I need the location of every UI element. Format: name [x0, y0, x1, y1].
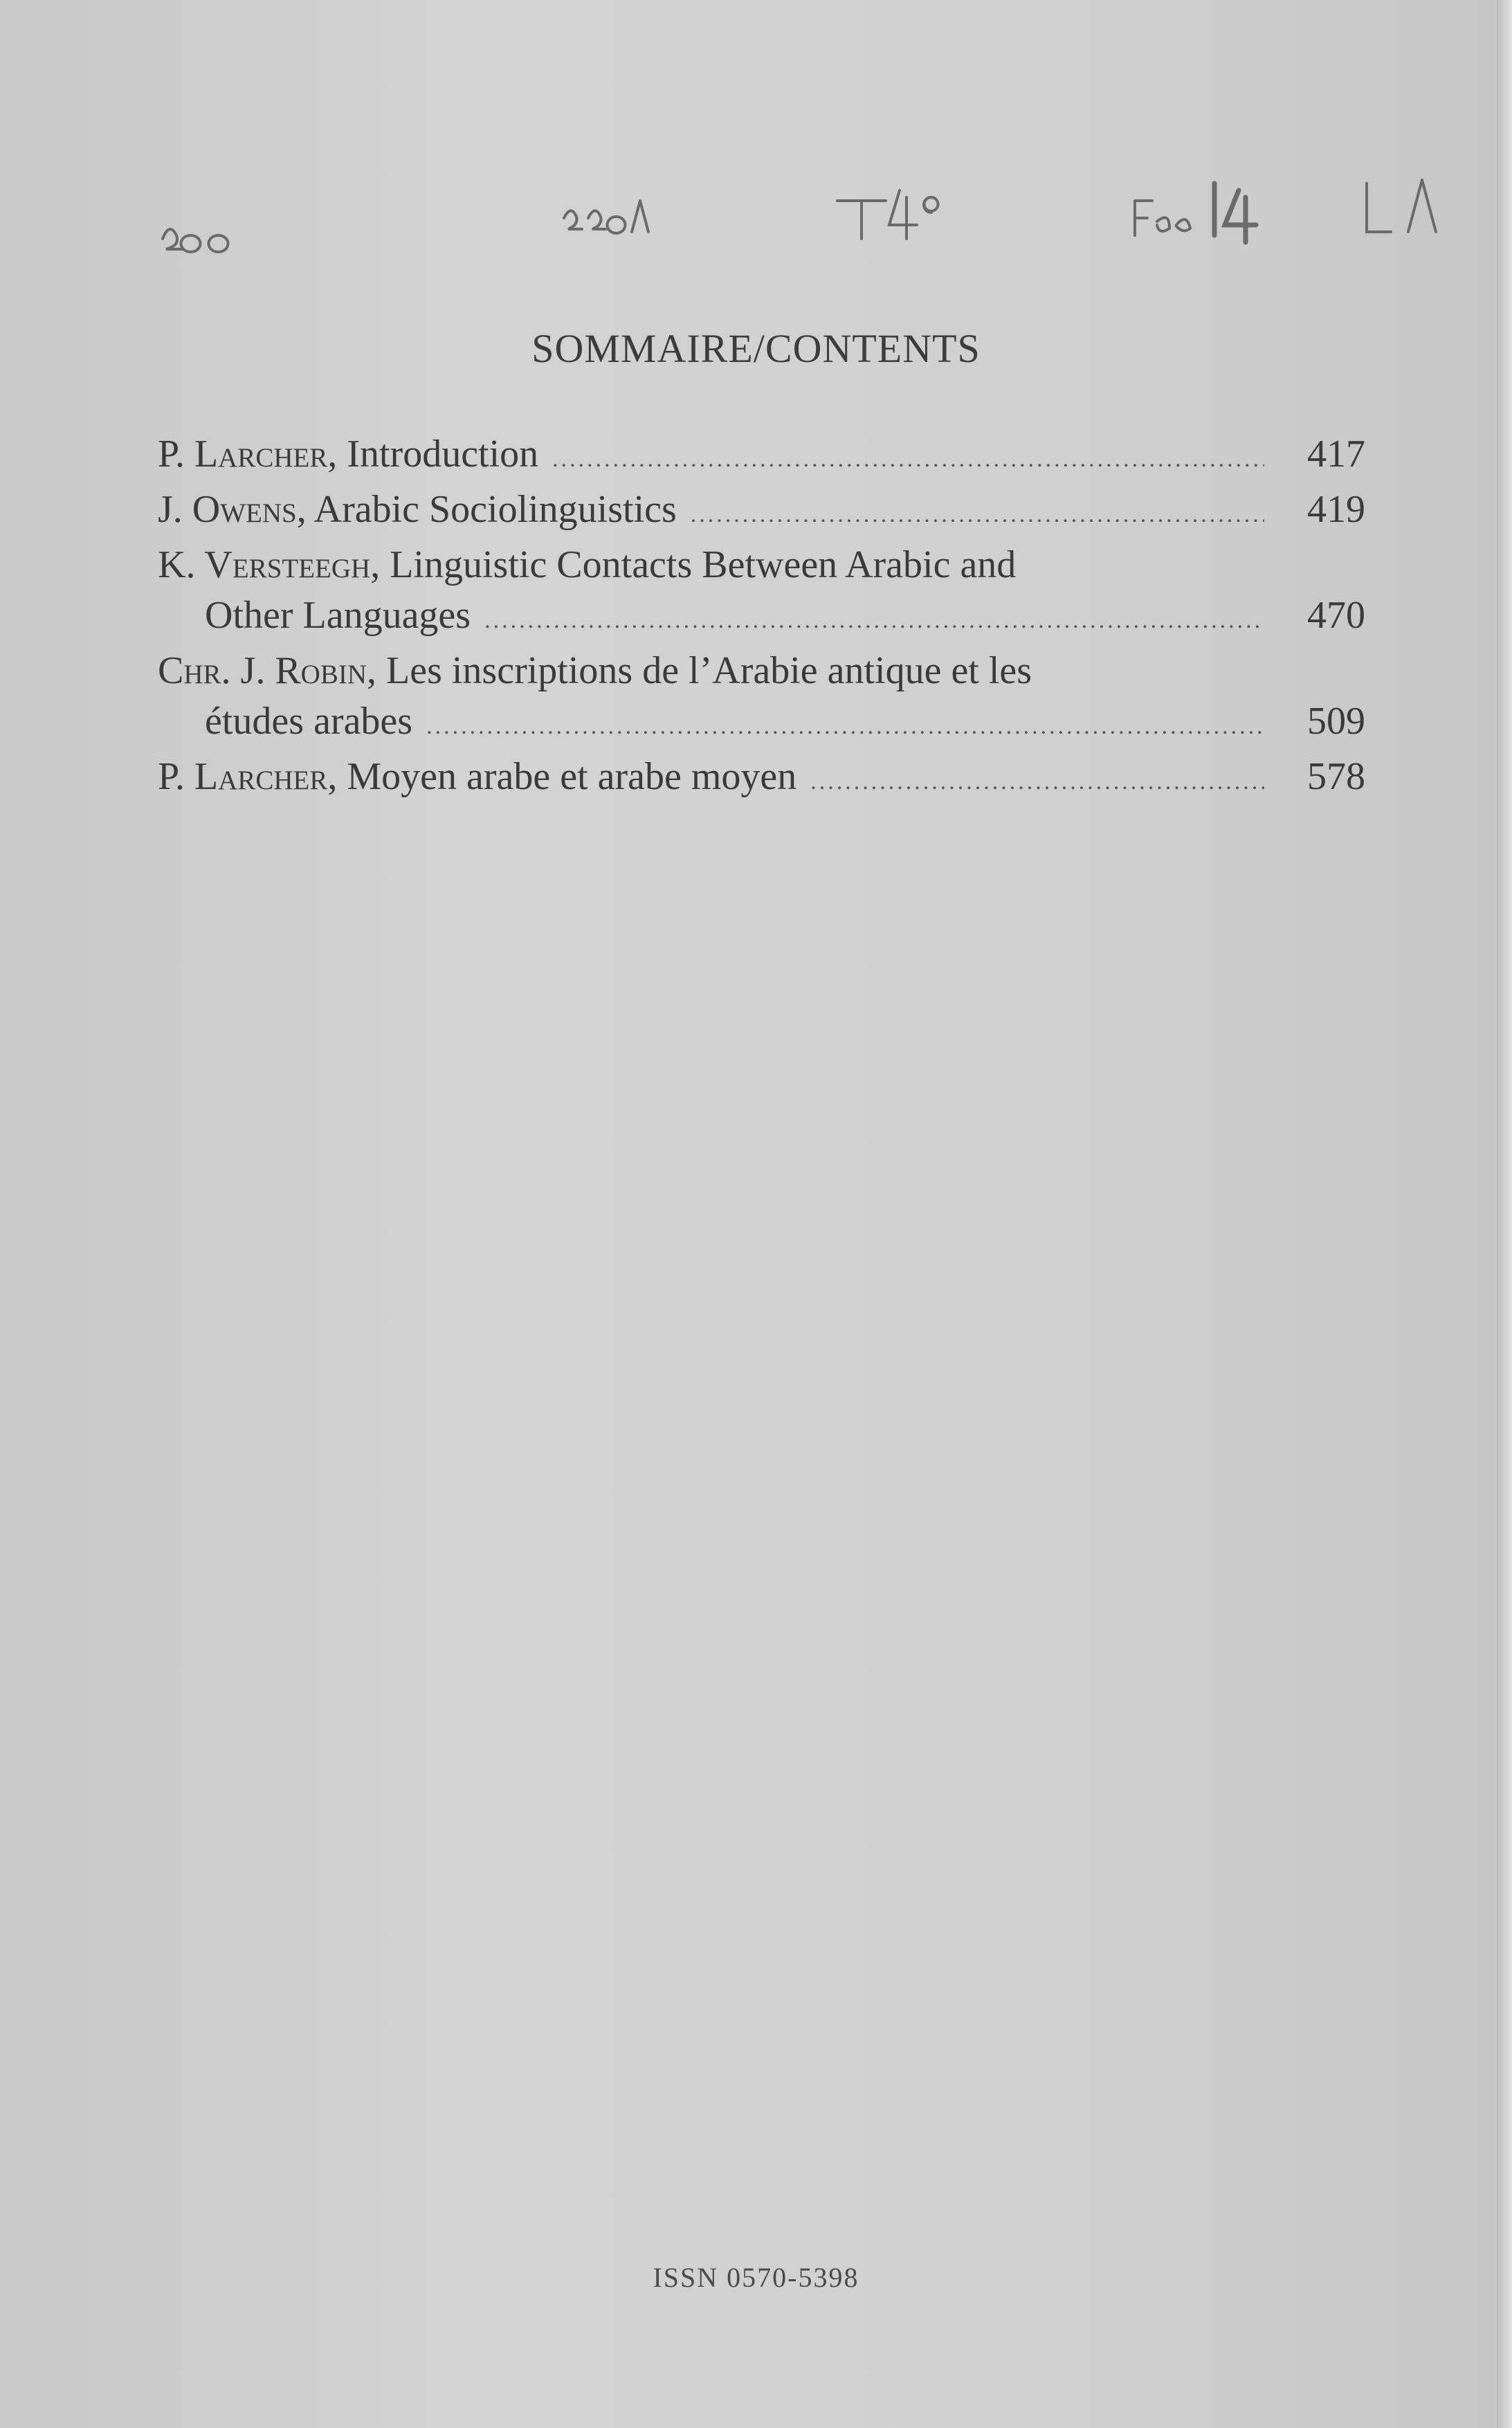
entry-author: K. Versteegh	[158, 543, 371, 586]
entry-text	[158, 484, 677, 535]
issn-number: ISSN 0570-5398	[653, 2262, 859, 2293]
entry-author: Chr. J. Robin	[158, 649, 367, 692]
entry-page-number: 470	[1307, 594, 1365, 637]
entry-author: P. Larcher	[158, 755, 328, 798]
handwritten-note-t48	[837, 190, 938, 239]
toc-entry	[158, 484, 1365, 540]
toc-entry	[158, 646, 1365, 752]
dot-leader	[484, 595, 1264, 646]
entry-title: , Moyen arabe et arabe moyen	[327, 755, 797, 798]
entry-page-number: 509	[1307, 700, 1365, 743]
toc-entry	[158, 429, 1365, 484]
handwritten-note-200	[163, 229, 228, 252]
entry-text	[158, 540, 1016, 590]
toc-entry	[158, 540, 1365, 646]
entry-title-continued: Other Languages	[205, 594, 471, 637]
handwritten-note-fas14	[1135, 183, 1256, 242]
entry-page-number: 417	[1307, 433, 1365, 475]
entry-page-number: 578	[1307, 755, 1365, 798]
handwritten-note-l1	[1367, 180, 1436, 232]
entry-author: P. Larcher	[158, 433, 328, 475]
table-of-contents	[158, 429, 1365, 807]
entry-page-number: 419	[1307, 488, 1365, 531]
entry-author: J. Owens	[158, 488, 297, 531]
dot-leader	[691, 489, 1264, 540]
entry-text	[158, 429, 538, 480]
contents-title: SOMMAIRE/CONTENTS	[531, 326, 981, 371]
entry-title: , Arabic Sociolinguistics	[296, 488, 677, 531]
dot-leader	[810, 757, 1264, 807]
entry-title: , Introduction	[327, 433, 539, 475]
entry-title: , Linguistic Contacts Between Arabic and	[370, 543, 1017, 586]
handwritten-note-2001	[564, 201, 648, 233]
handwritten-annotations	[0, 163, 1512, 260]
entry-title-continued: études arabes	[205, 700, 413, 743]
dot-leader	[552, 434, 1264, 484]
entry-text	[158, 752, 796, 802]
toc-entry	[158, 752, 1365, 807]
entry-title: , Les inscriptions de l’Arabie antique et les	[367, 649, 1032, 692]
entry-text	[158, 646, 1032, 696]
dot-leader	[426, 701, 1264, 752]
